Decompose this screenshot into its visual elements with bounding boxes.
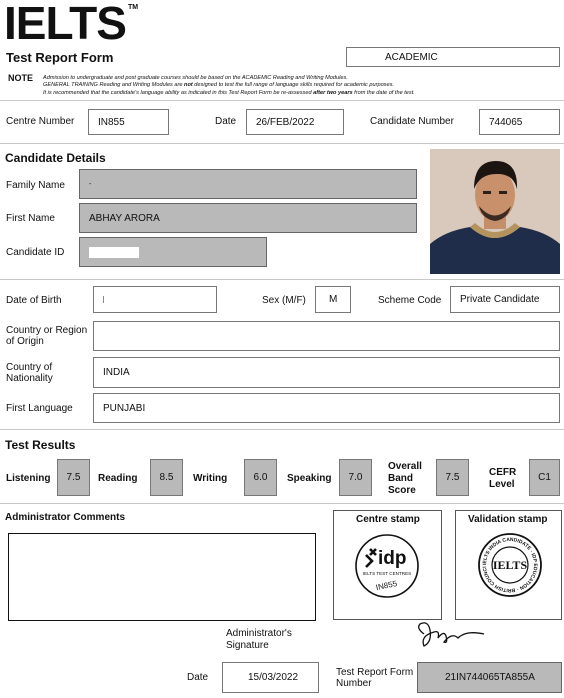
family-name-label: Family Name — [6, 180, 65, 191]
listening-score: 7.5 — [57, 459, 90, 496]
module-box — [346, 47, 560, 67]
divider — [0, 503, 564, 504]
ielts-logo — [4, 0, 126, 50]
nationality-label: Country of Nationality — [6, 362, 53, 384]
cefr-level-value: C1 — [529, 459, 560, 496]
first-name-field — [79, 203, 417, 233]
cefr-level-label: CEFR Level — [489, 467, 517, 490]
speaking-score: 7.0 — [339, 459, 372, 496]
idp-stamp — [354, 533, 420, 599]
divider — [0, 100, 564, 101]
idp-centre-code: IN855 — [375, 578, 398, 593]
validation-stamp-box — [455, 510, 562, 620]
candidate-photo — [430, 149, 560, 274]
test-date-value: 26/FEB/2022 — [256, 116, 315, 128]
admin-signature — [414, 620, 486, 652]
seal-center-text: IELTS — [492, 558, 528, 572]
note-line-3: It is recommended that the candidate's language ability as indicated in this Test Report Form be re-assessed after two years from the date of the test. — [43, 89, 415, 96]
candidate-id-field — [79, 237, 267, 267]
admin-comments-label: Administrator Comments — [5, 512, 126, 523]
test-date-label: Date — [215, 116, 237, 127]
first-name-label: First Name — [6, 213, 55, 224]
first-language-label: First Language — [6, 403, 73, 414]
issue-date-value: 15/03/2022 — [248, 672, 299, 683]
reading-score: 8.5 — [150, 459, 183, 496]
scheme-code-field — [450, 286, 560, 313]
origin-field — [93, 321, 560, 351]
note-line-2: GENERAL TRAINING Reading and Writing Modules are not designed to test the full range of language skills required for academic purposes. — [43, 82, 394, 89]
writing-score: 6.0 — [244, 459, 277, 496]
photo-image — [430, 149, 560, 274]
logo-text: IELTS — [4, 0, 126, 49]
test-date-field — [246, 109, 344, 135]
scheme-code-value: Private Candidate — [460, 294, 540, 305]
idp-logo-text: idp — [378, 548, 407, 569]
centre-number-value: IN855 — [98, 116, 125, 128]
candidate-number-field — [479, 109, 560, 135]
trf-number-field — [417, 662, 562, 693]
validation-stamp-label: Validation stamp — [468, 514, 548, 525]
note-line-1: Admission to undergraduate and post graduate courses should be based on the ACADEMIC Reading and Writing Modules. — [43, 75, 348, 81]
trademark-mark: TM — [128, 4, 139, 11]
centre-number-field — [88, 109, 169, 135]
candidate-id-redaction — [89, 247, 139, 258]
candidate-id-label: Candidate ID — [6, 247, 65, 258]
centre-stamp-label: Centre stamp — [356, 514, 420, 525]
seal-ring-text: IELTS INDIA CANDIDATE · IDP EDUCATION · BRITISH COUNCI — [481, 536, 539, 594]
family-name-value: - — [89, 180, 92, 188]
note-text — [43, 75, 415, 97]
sex-label: Sex (M/F) — [262, 295, 306, 306]
family-name-field — [79, 169, 417, 199]
module-value: ACADEMIC — [385, 51, 438, 63]
note-label: NOTE — [8, 73, 34, 83]
reading-label: Reading — [98, 473, 138, 484]
nationality-value: INDIA — [103, 367, 130, 378]
listening-label: Listening — [6, 473, 51, 484]
test-results-title: Test Results — [5, 438, 76, 452]
dob-field — [93, 286, 217, 313]
admin-comments-box — [8, 533, 316, 621]
overall-band-label: Overall Band Score — [388, 461, 422, 496]
centre-number-label: Centre Number — [6, 116, 75, 127]
dob-text-cursor — [103, 296, 104, 303]
admin-signature-label: Administrator's Signature — [226, 628, 292, 651]
divider — [0, 429, 564, 430]
dob-label: Date of Birth — [6, 295, 62, 306]
divider — [0, 279, 564, 280]
speaking-label: Speaking — [287, 473, 332, 484]
nationality-field — [93, 357, 560, 388]
candidate-number-label: Candidate Number — [370, 116, 454, 127]
candidate-details-title: Candidate Details — [5, 151, 106, 165]
trf-number-value: 21IN744065TA855A — [445, 672, 535, 683]
issue-date-label: Date — [187, 672, 209, 683]
idp-sub-text: IELTS TEST CENTRES — [362, 571, 412, 576]
candidate-number-value: 744065 — [489, 116, 523, 128]
first-name-value: ABHAY ARORA — [89, 212, 160, 224]
issue-date-field — [222, 662, 319, 693]
origin-label: Country or Region of Origin — [6, 325, 88, 347]
form-title: Test Report Form — [6, 50, 114, 65]
overall-band-score: 7.5 — [436, 459, 469, 496]
first-language-field — [93, 393, 560, 423]
divider — [0, 143, 564, 144]
centre-stamp-box — [333, 510, 442, 620]
validation-seal — [478, 533, 542, 597]
writing-label: Writing — [193, 473, 228, 484]
scheme-code-label: Scheme Code — [378, 295, 442, 306]
trf-number-label: Test Report Form Number — [336, 667, 414, 689]
sex-field — [315, 286, 351, 313]
sex-value: M — [329, 294, 338, 305]
first-language-value: PUNJABI — [103, 402, 146, 414]
